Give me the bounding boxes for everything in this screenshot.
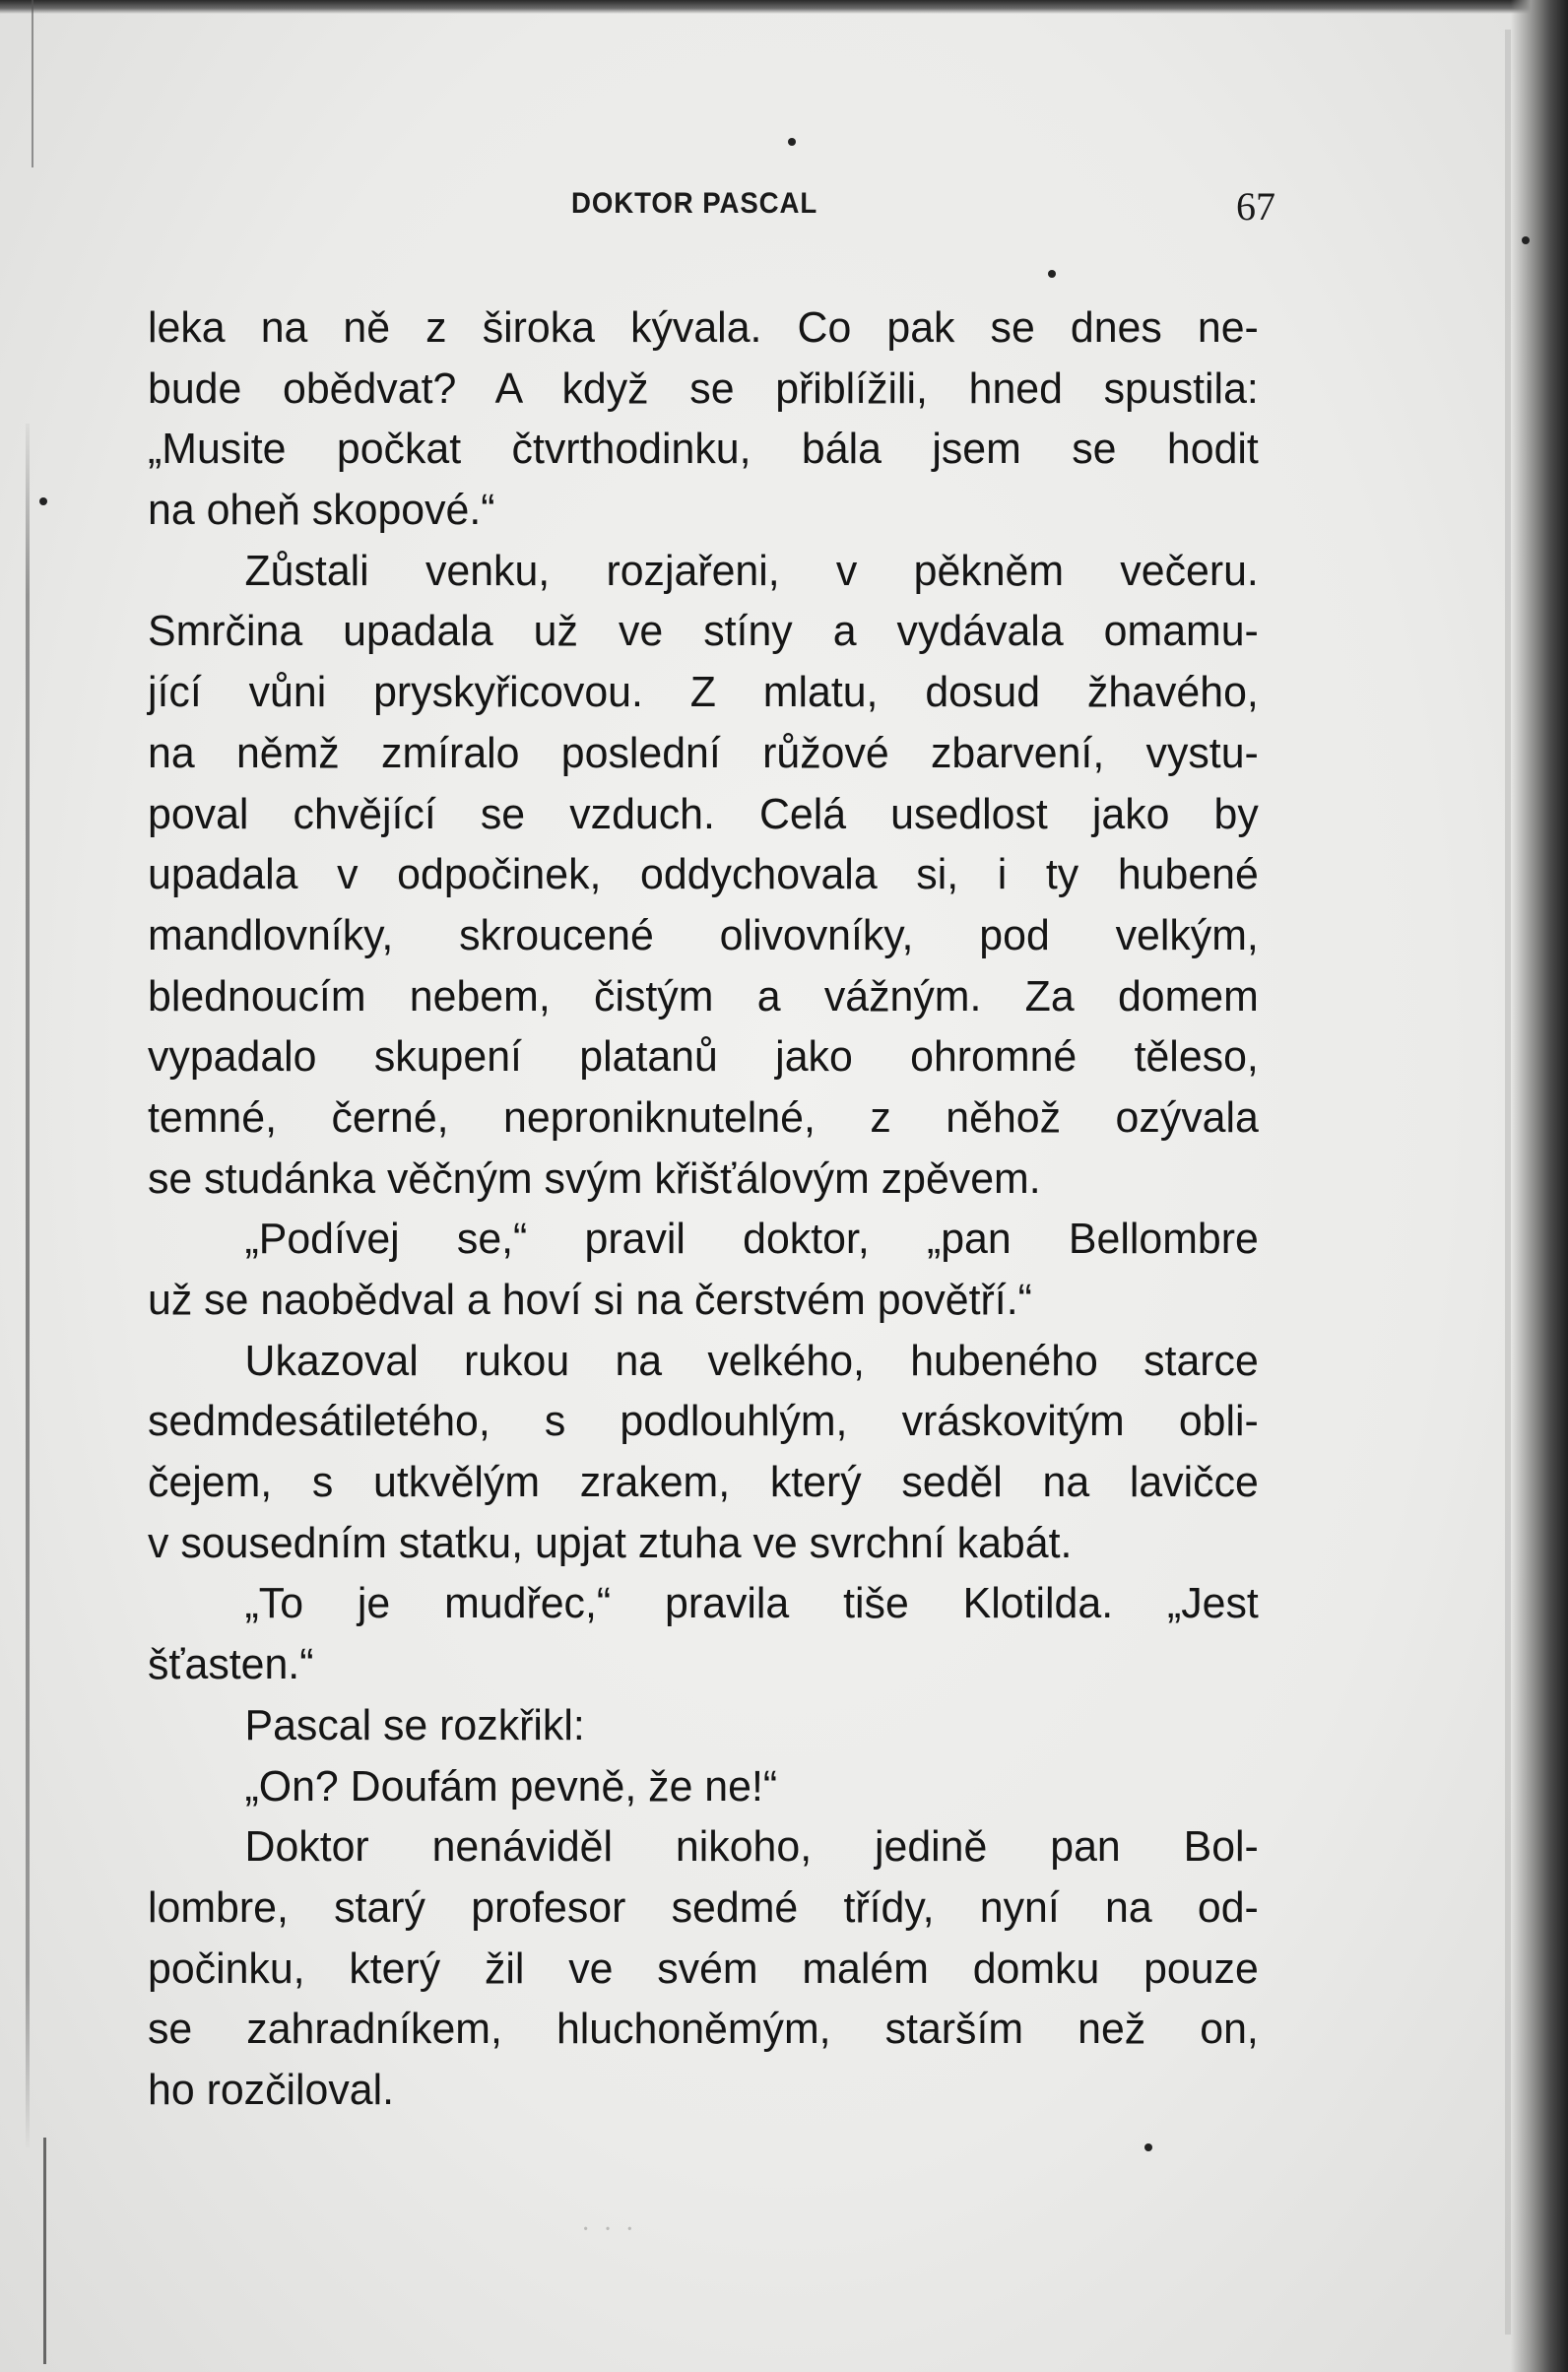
text-line: sedmdesátiletého, s podlouhlým, vráskovitým obli- xyxy=(148,1398,1259,1446)
binding-mark-bottom xyxy=(43,2138,46,2364)
text-line: počinku, který žil ve svém malém domku pouze xyxy=(148,1944,1259,1993)
text-line: na oheň skopové.“ xyxy=(148,487,495,535)
page-right-edge-shadow xyxy=(1511,0,1568,2372)
text-line: ho rozčiloval. xyxy=(148,2066,395,2114)
bottom-smudge: · · · xyxy=(581,2214,637,2245)
text-line: už se naobědval a hoví si na čerstvém povětří.“ xyxy=(148,1277,1032,1324)
text-line: na němž zmíralo poslední růžové zbarvení, vystu- xyxy=(148,729,1259,777)
text-line: „To je mudřec,“ pravila tiše Klotilda. „Jest xyxy=(244,1580,1259,1628)
text-line: lombre, starý profesor sedmé třídy, nyní na od- xyxy=(148,1883,1259,1932)
text-line: „On? Doufám pevně, že ne!“ xyxy=(244,1762,778,1811)
text-line: „Podívej se,“ pravil doktor, „pan Bellombre xyxy=(244,1216,1259,1264)
text-line: Zůstali venku, rozjařeni, v pěkněm večeru. xyxy=(244,547,1259,595)
text-line: upadala v odpočinek, oddychovala si, i ty hubené xyxy=(148,851,1259,899)
text-line: poval chvějící se vzduch. Celá usedlost jako by xyxy=(148,790,1259,838)
text-line: v sousedním statku, upjat ztuha ve svrchní kabát. xyxy=(148,1519,1073,1567)
text-line: blednoucím nebem, čistým a vážným. Za domem xyxy=(148,972,1259,1021)
running-head: DOKTOR PASCAL xyxy=(571,187,818,220)
dust-speck xyxy=(788,138,796,146)
text-line: Pascal se rozkřikl: xyxy=(244,1701,585,1749)
dust-speck xyxy=(39,497,47,505)
text-line: čejem, s utkvělým zrakem, který seděl na lavičce xyxy=(148,1459,1259,1507)
text-line: leka na ně z široka kývala. Co pak se dnes ne- xyxy=(148,304,1259,352)
dust-speck xyxy=(1144,2143,1152,2151)
body-text xyxy=(148,298,1275,2122)
dust-speck xyxy=(1522,236,1530,244)
text-line: Smrčina upadala už ve stíny a vydávala omamu- xyxy=(148,608,1259,656)
text-line: bude obědvat? A když se přiblížili, hned spustila: xyxy=(148,364,1259,413)
dust-speck xyxy=(1048,270,1056,278)
text-line: Ukazoval rukou na velkého, hubeného starce xyxy=(244,1337,1259,1385)
text-line: Doktor nenáviděl nikoho, jedině pan Bol- xyxy=(244,1823,1259,1872)
text-line: mandlovníky, skroucené olivovníky, pod velkým, xyxy=(148,911,1259,959)
binding-mark-top xyxy=(32,0,33,167)
text-line: jící vůni pryskyřicovou. Z mlatu, dosud žhavého, xyxy=(148,669,1259,717)
page-top-edge xyxy=(0,0,1568,14)
page-right-edge-highlight xyxy=(1505,30,1511,2335)
text-line: temné, černé, neproniknutelné, z něhož ozývala xyxy=(148,1093,1259,1142)
text-line: vypadalo skupení platanů jako ohromné těleso, xyxy=(148,1033,1259,1082)
text-line: „Musite počkat čtvrthodinku, bála jsem se hodit xyxy=(148,426,1259,474)
text-line: šťasten.“ xyxy=(148,1641,314,1689)
page-header xyxy=(148,184,1275,236)
binding-gutter-line xyxy=(26,424,30,2147)
text-line: se zahradníkem, hluchoněmým, starším než on, xyxy=(148,2006,1259,2054)
page-number: 67 xyxy=(1236,184,1275,229)
text-line: se studánka věčným svým křišťálovým zpěvem. xyxy=(148,1154,1041,1203)
